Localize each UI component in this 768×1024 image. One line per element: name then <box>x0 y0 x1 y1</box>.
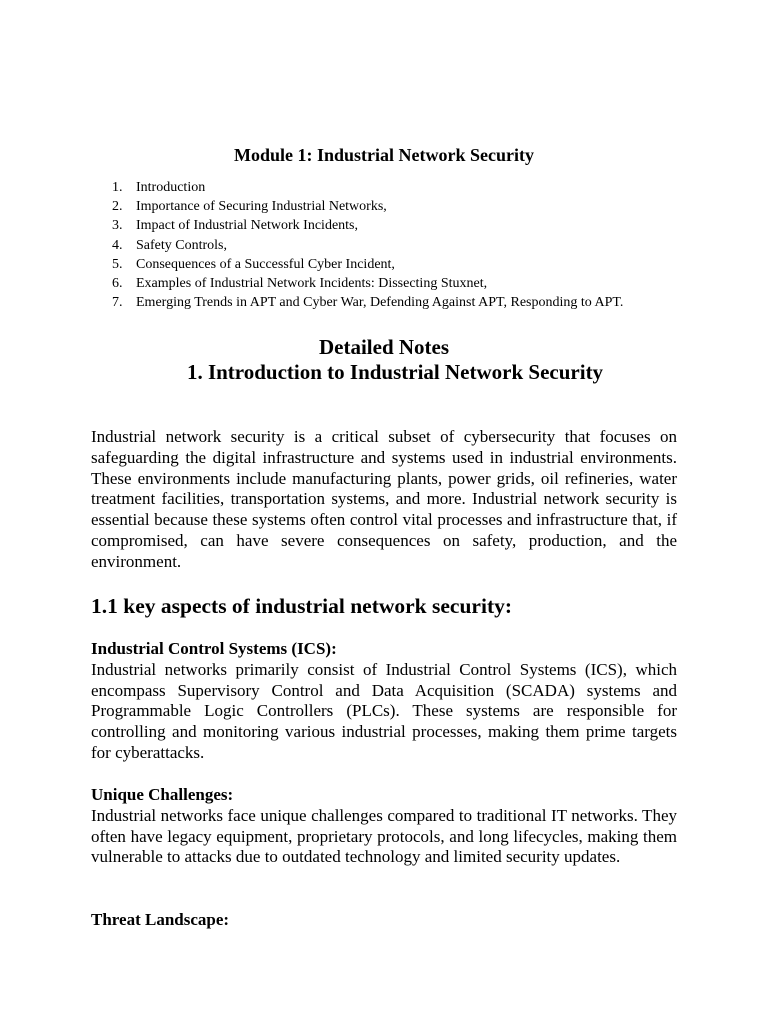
toc-item <box>100 293 720 312</box>
toc-item-number: 5. <box>112 256 123 272</box>
section-heading: Threat Landscape: <box>91 910 230 929</box>
toc-item <box>100 236 720 255</box>
toc-item-number: 4. <box>112 237 123 253</box>
toc-item-number: 1. <box>112 180 123 195</box>
section-text: Industrial networks face unique challenges compared to traditional IT networks. They often have legacy equipment, proprietary protocols, and long lifecycles, making them vulnerable to attacks due to outdated technology and limited security updates. <box>91 805 677 867</box>
section-heading: Unique Challenges: <box>91 785 234 804</box>
section-heading: Industrial Control Systems (ICS): <box>91 639 337 658</box>
toc-item <box>100 255 720 274</box>
toc-item-text: Emerging Trends in APT and Cyber War, Defending Against APT, Responding to APT. <box>136 295 624 311</box>
toc-item-text: Examples of Industrial Network Incidents: Dissecting Stuxnet, <box>136 276 488 292</box>
toc-item-number: 2. <box>112 199 123 215</box>
key-aspects-heading: 1.1 key aspects of industrial network security: <box>91 594 513 618</box>
intro-paragraph: Industrial network security is a critical subset of cybersecurity that focuses on safeguarding the digital infrastructure and systems used in industrial environments. These environments include manufacturing plants, power grids, oil refineries, water treatment facilities, transportation systems, and more. Industrial network security is essential because these systems often control vital processes and infrastructure that, if compromised, can have severe consequences on safety, production, and the environment. <box>91 427 677 571</box>
toc-item-number: 3. <box>112 218 123 234</box>
module-title: Module 1: Industrial Network Security <box>234 145 534 165</box>
toc-item <box>100 178 720 197</box>
introduction-heading: 1. Introduction to Industrial Network Security <box>186 360 604 384</box>
toc-item-text: Importance of Securing Industrial Networks, <box>136 199 387 215</box>
toc-item-number: 6. <box>112 276 123 292</box>
toc-item-text: Impact of Industrial Network Incidents, <box>136 218 358 234</box>
section-threat-landscape <box>91 910 677 931</box>
toc-item-number: 7. <box>112 295 123 311</box>
toc-item <box>100 216 720 235</box>
section-ics <box>91 639 677 764</box>
toc-item-text: Consequences of a Successful Cyber Incident, <box>136 256 395 272</box>
toc-item-text: Safety Controls, <box>136 237 227 253</box>
section-text: Industrial networks primarily consist of Industrial Control Systems (ICS), which encompass Supervisory Control and Data Acquisition (SCADA) systems and Programmable Logic Controllers (PLCs). These systems are responsible for controlling and monitoring various industrial processes, making them prime targets for cyberattacks. <box>91 659 677 762</box>
toc-item <box>100 197 720 216</box>
table-of-contents <box>100 178 720 312</box>
toc-item <box>100 274 720 293</box>
section-unique-challenges <box>91 785 677 868</box>
toc-item-text: Introduction <box>136 180 206 195</box>
detailed-notes-heading: Detailed Notes <box>318 335 450 359</box>
